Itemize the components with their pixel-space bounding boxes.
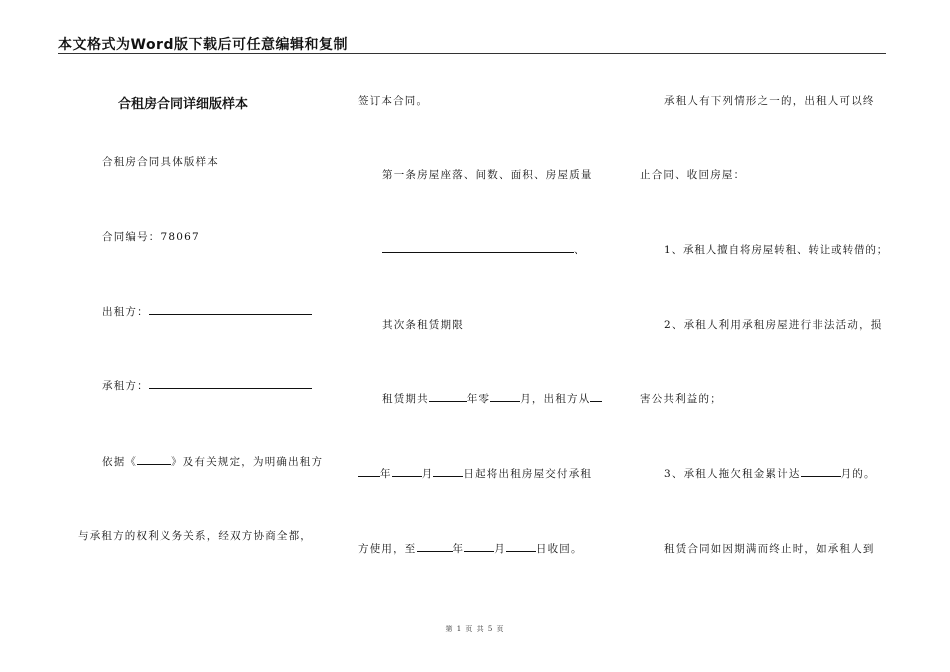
start-year-blank-cont [358,466,380,477]
text-span: 日收回。 [535,543,583,555]
start-year-blank [590,391,602,402]
text-span: 》及有关规定，为明确出租方 [171,456,324,468]
text-span: 年零 [466,393,491,405]
paragraph-line [382,242,586,257]
paragraph-line: 止合同、收回房屋： [640,169,746,181]
paragraph-line [358,541,583,556]
text-span: 、 [574,244,586,256]
paragraph-line: 与承租方的权利义务关系，经双方协商全都， [78,530,312,542]
paragraph-line [358,466,592,481]
paragraph-line [382,391,602,406]
text-span: 租赁期共 [382,393,429,405]
lessee-label: 承租方： [102,380,149,392]
arrears-blank [801,466,841,477]
paragraph-line: 承租人有下列情形之一的，出租人可以终 [664,95,875,107]
paragraph-line: 租赁合同如因期满而终止时，如承租人到 [664,543,875,555]
list-item: 1、承租人擅自将房屋转租、转让或转借的； [664,244,889,256]
start-month-blank [392,466,422,477]
lessee-line [102,378,312,393]
lessor-line [102,304,312,319]
document-banner: 本文格式为Word版下载后可任意编辑和复制 [58,37,348,53]
end-month-blank [464,541,494,552]
document-title: 合租房合同详细版样本 [118,97,249,112]
text-span: 3、承租人拖欠租金累计达 [664,468,801,480]
contract-number: 合同编号：78067 [102,231,200,243]
lessor-blank [149,304,312,315]
paragraph-line: 签订本合同。 [358,95,429,107]
text-span: 月 [494,543,506,555]
law-name-blank [137,454,171,465]
text-span: 年 [380,468,392,480]
months-blank [490,391,520,402]
years-blank [429,391,467,402]
end-day-blank [506,541,536,552]
lessee-blank [149,378,312,389]
section-heading: 其次条租赁期限 [382,319,464,331]
text-span: 月，出租方从 [520,393,591,405]
text-span: 日起将出租房屋交付承租 [463,468,593,480]
text-span: 方使用，至 [358,543,417,555]
page-footer: 第 1 页 共 5 页 [445,625,505,633]
paragraph-line: 害公共利益的； [640,393,722,405]
end-year-blank [417,541,453,552]
start-day-blank [433,466,463,477]
text-span: 月的。 [840,468,876,480]
paragraph-line [102,454,323,469]
text-span: 月 [421,468,434,480]
lessor-label: 出租方： [102,306,149,318]
list-item [664,466,876,481]
document-subtitle: 合租房合同具体版样本 [102,156,219,168]
text-span: 年 [452,543,465,555]
list-item: 2、承租人利用承租房屋进行非法活动，损 [664,319,883,331]
header-rule [58,53,886,54]
section-heading: 第一条房屋座落、间数、面积、房屋质量 [382,169,593,181]
text-span: 依据《 [102,456,138,468]
property-blank [382,242,574,253]
